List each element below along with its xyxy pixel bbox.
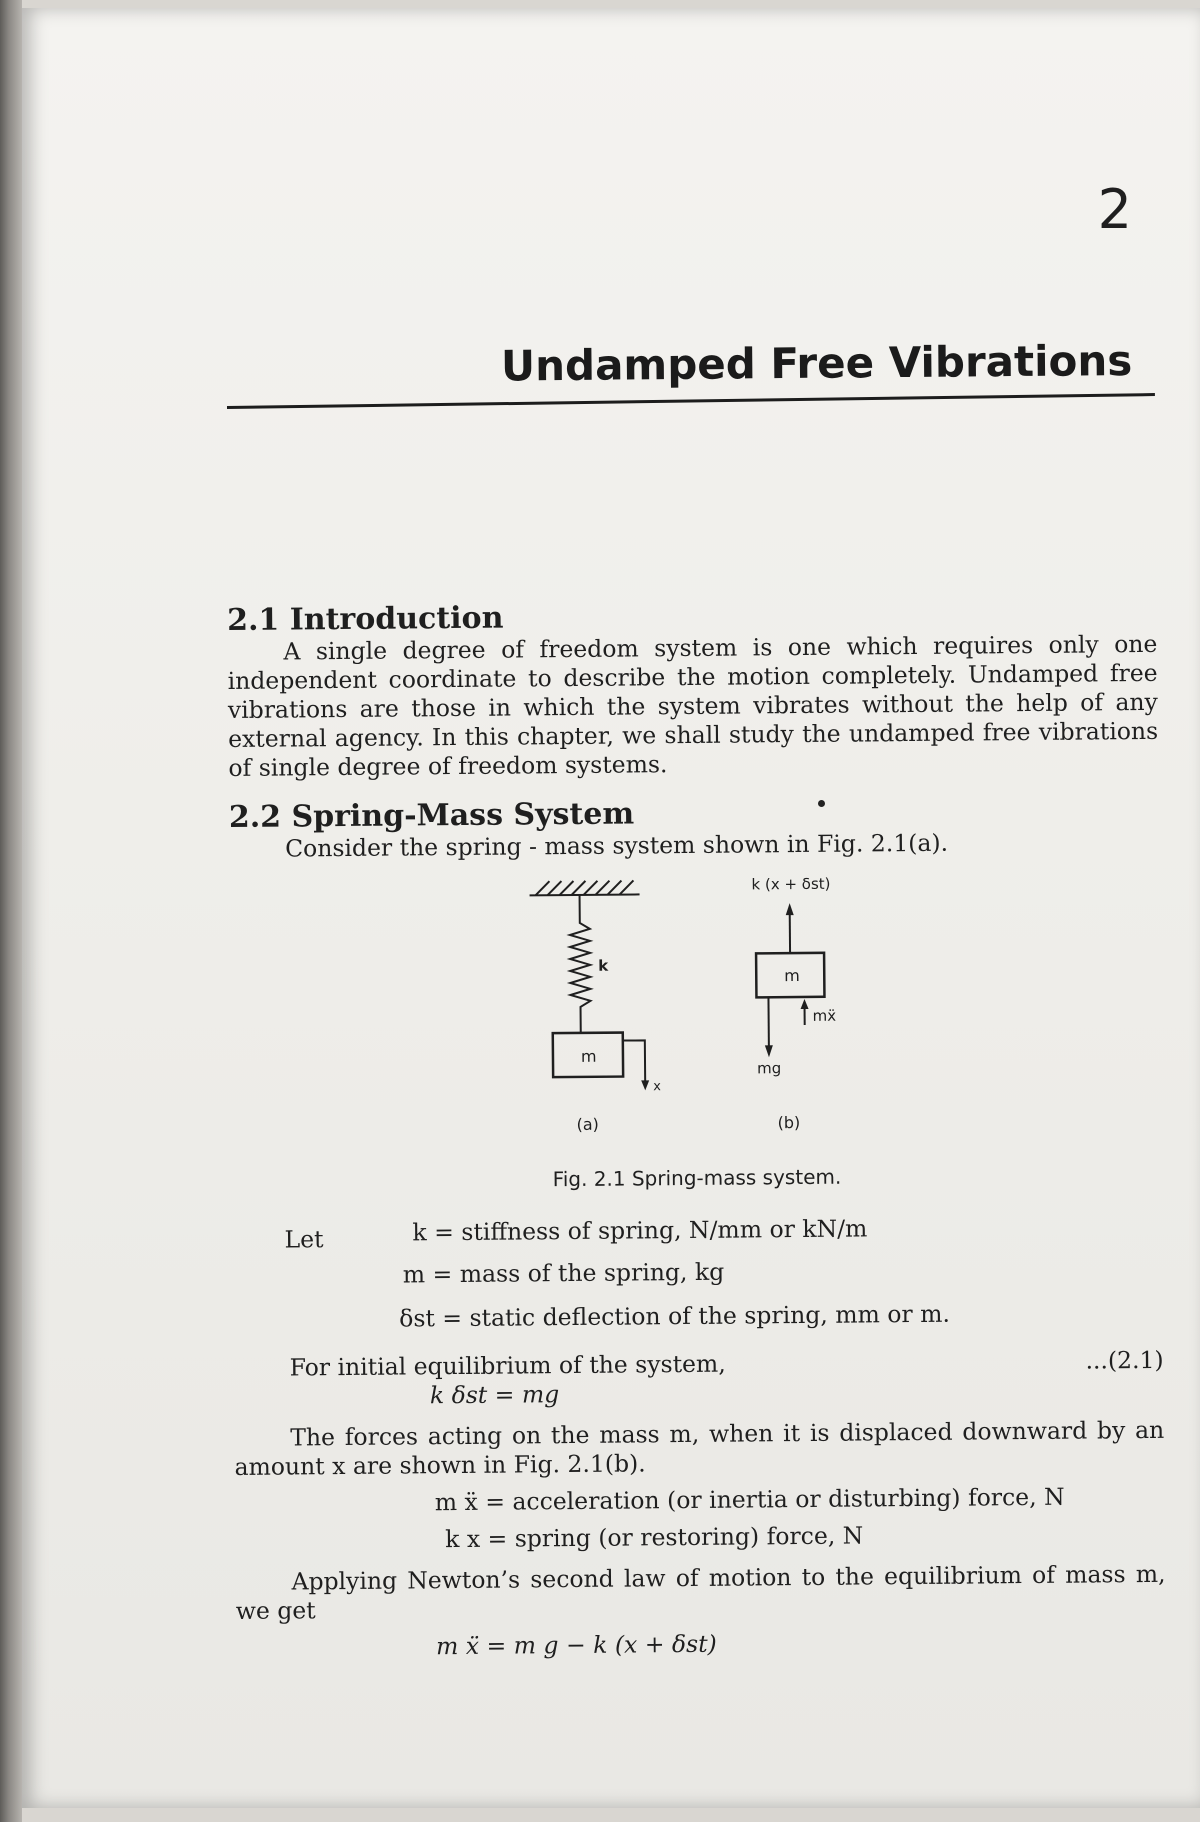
speck-mark bbox=[818, 800, 825, 807]
newton-block bbox=[235, 1560, 1166, 1663]
title-rule bbox=[227, 393, 1155, 409]
forces-paragraph: The forces acting on the mass m, when it is displaced downward by an amount x are shown in Fig. 2.1(b). bbox=[234, 1415, 1165, 1481]
introduction-paragraph: A single degree of freedom system is one which requires only one independent coordinate to describe the motion completely. Undamped free vibrations are those in which the system vibrates without the help of any external agency. In this chapter, we shall study the undamped free vibrations of single degree of freedom systems. bbox=[227, 629, 1159, 782]
let-label: Let bbox=[284, 1225, 324, 1254]
chapter-content bbox=[227, 596, 1166, 1663]
newton-paragraph: Applying Newton’s second law of motion to the equilibrium of mass m, we get bbox=[235, 1559, 1166, 1625]
newton-equation: m ẍ = m g − k (x + δst) bbox=[435, 1629, 717, 1661]
spring-label-k: k bbox=[598, 956, 609, 975]
equation-2-1: k δst = mg bbox=[429, 1380, 560, 1410]
forces-block bbox=[234, 1416, 1165, 1556]
figure-label-a: (a) bbox=[576, 1114, 599, 1134]
section-heading-introduction: 2.1 Introduction bbox=[226, 600, 504, 638]
displacement-arrowhead bbox=[641, 1080, 649, 1090]
chapter-number: 2 bbox=[1097, 178, 1132, 241]
force-label-spring: k (x + δst) bbox=[751, 874, 831, 894]
equation-number-2-1: ...(2.1) bbox=[1085, 1345, 1164, 1375]
spring-force-definition: k x = spring (or restoring) force, N bbox=[445, 1521, 864, 1554]
spring-mass-diagram bbox=[229, 870, 1161, 1163]
chapter-title: Undamped Free Vibrations bbox=[500, 336, 1133, 391]
definitions-list bbox=[232, 1214, 1163, 1342]
book-page bbox=[22, 8, 1200, 1808]
spring-force-arrowhead bbox=[786, 903, 794, 915]
figure-label-b: (b) bbox=[777, 1113, 801, 1133]
book-binding bbox=[0, 0, 22, 1822]
definition-m: m = mass of the spring, kg bbox=[402, 1257, 725, 1289]
equilibrium-block bbox=[234, 1346, 1164, 1412]
section-heading-spring-mass: 2.2 Spring-Mass System bbox=[228, 796, 635, 835]
displacement-label-x: x bbox=[653, 1079, 661, 1095]
ceiling-support bbox=[529, 880, 639, 895]
figure-spring-mass bbox=[229, 870, 1162, 1198]
inertia-arrowhead bbox=[800, 999, 808, 1009]
inertia-label: mẍ bbox=[812, 1006, 837, 1025]
equilibrium-sentence: For initial equilibrium of the system, bbox=[289, 1349, 726, 1382]
mass-label-b: m bbox=[784, 966, 800, 986]
displacement-line bbox=[623, 1040, 645, 1086]
weight-arrowhead bbox=[765, 1045, 773, 1057]
definition-k: k = stiffness of spring, N/mm or kN/m bbox=[412, 1214, 868, 1247]
spring-mass-intro: Consider the spring - mass system shown in Fig. 2.1(a). bbox=[285, 828, 949, 863]
figure-caption: Fig. 2.1 Spring-mass system. bbox=[552, 1164, 842, 1192]
weight-label: mg bbox=[756, 1059, 782, 1078]
mass-label-a: m bbox=[580, 1046, 597, 1066]
inertia-force-definition: m ẍ = acceleration (or inertia or disturbing) force, N bbox=[434, 1482, 1065, 1517]
spring bbox=[570, 895, 591, 1033]
definition-delta: δst = static deflection of the spring, mm or m. bbox=[399, 1299, 951, 1333]
